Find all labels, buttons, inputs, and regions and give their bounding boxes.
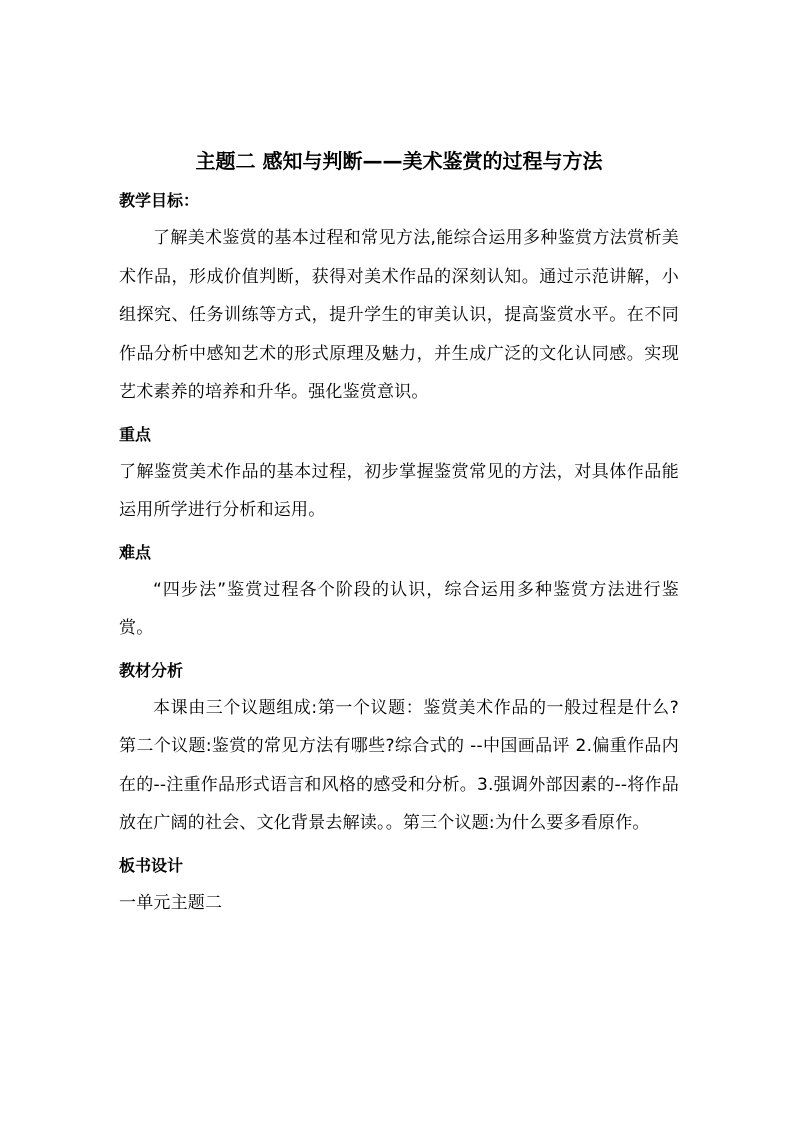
section-heading-key-points: 重点 bbox=[119, 424, 152, 444]
section-text-material-analysis: 本课由三个议题组成:第一个议题：鉴赏美术作品的一般过程是什么?第二个议题:鉴赏的常见方法有哪些?综合式的 --中国画品评 2.偏重作品内在的--注重作品形式语言和风格的感受和分析。3.强调外部因素的--将作品放在广阔的社会、文化背景去解读。。第三个议题:为什么要多看原作。 bbox=[119, 697, 679, 833]
section-heading-objectives: 教学目标： bbox=[119, 191, 200, 210]
section-text-difficulties: “四步法”鉴赏过程各个阶段的认识，综合运用多种鉴赏方法进行鉴赏。 bbox=[119, 579, 679, 638]
section-heading-difficulties: 难点 bbox=[119, 542, 152, 562]
section-text-board-design: 一单元主题二 bbox=[119, 892, 223, 913]
document-content bbox=[119, 140, 679, 922]
document-title: 主题二 感知与判断——美术鉴赏的过程与方法 bbox=[195, 149, 603, 173]
section-heading-board-design: 板书设计 bbox=[119, 855, 184, 875]
section-heading-material-analysis: 教材分析 bbox=[119, 660, 184, 680]
section-text-objectives: 了解美术鉴赏的基本过程和常见方法,能综合运用多种鉴赏方法赏析美术作品，形成价值判断，获得对美术作品的深刻认知。通过示范讲解，小组探究、任务训练等方式，提升学生的审美认识，提高鉴赏水平。在不同作品分析中感知艺术的形式原理及魅力，并生成广泛的文化认同感。实现艺术素养的培养和升华。强化鉴赏意识。 bbox=[119, 228, 679, 402]
section-text-key-points: 了解鉴赏美术作品的基本过程，初步掌握鉴赏常见的方法，对具体作品能运用所学进行分析和运用。 bbox=[119, 461, 679, 520]
